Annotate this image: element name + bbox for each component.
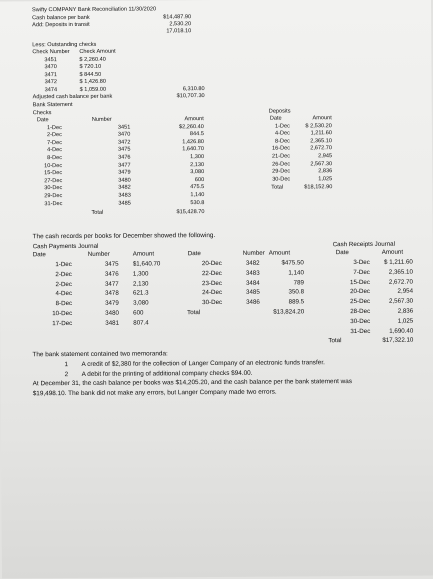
- outstanding-check-number: 3474: [44, 86, 58, 93]
- payment-date: 30-Dec: [202, 299, 223, 307]
- check-number: 3475: [118, 146, 131, 153]
- payment-amount: 1,300: [132, 270, 149, 278]
- check-date: 7-Dec: [47, 139, 62, 146]
- closing-line-2: $19,498.10. The bank did not make any errors, but Langer Company made two errors.: [32, 388, 277, 398]
- payment-amount: 600: [133, 309, 144, 317]
- receipt-date: 7-Dec: [353, 268, 370, 276]
- col-receipt-date: Date: [335, 249, 349, 257]
- receipts-total-label: Total: [328, 337, 342, 345]
- header-value: $14,487.90: [163, 13, 192, 20]
- receipt-amount: $ 1,211.60: [384, 258, 413, 266]
- deposit-date: 26-Dec: [272, 160, 291, 168]
- deposit-amount: 2,836: [318, 168, 333, 175]
- bank-statement-title: Bank Statement: [32, 102, 73, 109]
- col-payment-number: Number: [87, 250, 110, 258]
- deposit-amount: 2,567.30: [310, 160, 333, 167]
- payment-amount: $1,640.70: [132, 260, 161, 268]
- check-date: 1-Dec: [46, 124, 62, 131]
- receipt-amount: 2,954: [397, 288, 414, 296]
- check-amount: 600: [194, 176, 205, 183]
- deposits-total-value: $18,152.90: [304, 184, 333, 191]
- check-date: 27-Dec: [44, 177, 63, 184]
- check-number: 3479: [118, 169, 131, 176]
- col-date: Date: [36, 117, 49, 124]
- check-amount: 1,640.70: [182, 146, 205, 153]
- receipt-date: 31-Dec: [350, 327, 371, 335]
- outstanding-check-amount: $ 1,059.00: [79, 86, 107, 93]
- check-amount: 530.8: [190, 199, 205, 206]
- payment-number: 3480: [105, 309, 119, 317]
- receipt-date: 20-Dec: [350, 288, 371, 296]
- receipt-amount: 2,836: [397, 307, 414, 315]
- memo-number: 2: [64, 371, 69, 379]
- check-number: 3477: [118, 162, 131, 169]
- payment-number: 3475: [104, 260, 119, 268]
- col-deposit-date: Date: [269, 115, 282, 122]
- deposit-date: 16-Dec: [271, 145, 291, 152]
- check-number: 3451: [117, 124, 131, 131]
- memo-text: A credit of $2,380 for the collection of Langer Company of an electronic funds transfer.: [81, 359, 325, 368]
- outstanding-total: 6,310.80: [182, 86, 205, 93]
- col-amount: Amount: [184, 116, 204, 123]
- outstanding-check-number: 3471: [44, 71, 57, 78]
- payment-date: 24-Dec: [202, 289, 223, 297]
- deposit-amount: 1,025: [318, 175, 333, 182]
- payment-number: 3476: [104, 270, 119, 278]
- header-label: Add: Deposits in transit: [32, 21, 90, 28]
- col-deposit-amount: Amount: [312, 115, 332, 122]
- payment-date: 4-Dec: [55, 290, 73, 298]
- outstanding-check-number: 3470: [44, 64, 57, 71]
- receipt-amount: 2,365.10: [388, 268, 413, 276]
- receipt-date: 3-Dec: [353, 258, 370, 267]
- outstanding-check-amount: $ 844.50: [79, 71, 102, 78]
- payment-amount: 3,080: [133, 299, 149, 307]
- checks-title: Checks: [32, 110, 52, 117]
- payment-amount: $475.50: [281, 259, 304, 267]
- memo-text: A debit for the printing of additional company checks $94.00.: [81, 369, 253, 378]
- payment-number: 3481: [105, 319, 120, 327]
- deposit-date: 1-Dec: [274, 122, 290, 130]
- deposit-amount: 2,672.70: [310, 145, 333, 152]
- check-amount: 2,130: [190, 161, 205, 168]
- check-number: 3472: [117, 139, 131, 146]
- payment-number: 3485: [246, 289, 260, 297]
- deposit-amount: 1,211.60: [310, 130, 332, 137]
- col-payment-date: Date: [32, 251, 46, 259]
- check-amount: 475.5: [190, 184, 205, 191]
- col-number: Number: [91, 116, 112, 123]
- outstanding-check-amount: $ 1,426.80: [79, 78, 107, 85]
- deposit-amount: 2,365.10: [310, 137, 332, 145]
- check-number: 3470: [117, 131, 131, 138]
- payment-date: 1-Dec: [55, 261, 72, 269]
- checks-total-value: $15,428.70: [176, 209, 205, 216]
- check-number: 3485: [118, 200, 131, 207]
- deposit-date: 4-Dec: [274, 130, 290, 137]
- check-date: 8-Dec: [47, 154, 63, 162]
- check-date: 15-Dec: [44, 170, 63, 177]
- col-payment-number-2: Number: [242, 249, 265, 257]
- payment-date: 20-Dec: [201, 259, 222, 268]
- outstanding-check-amount: $ 2,260.40: [79, 56, 106, 63]
- payment-amount: 2,130: [132, 280, 149, 288]
- check-amount: 3,080: [190, 169, 205, 176]
- receipt-amount: 1,025: [397, 317, 414, 325]
- receipt-amount: 2,567.30: [388, 297, 414, 305]
- col-payment-amount: Amount: [132, 250, 155, 258]
- check-date: 30-Dec: [44, 185, 63, 192]
- check-amount: $2,260.40: [178, 123, 204, 130]
- header-value: 17,018.10: [166, 28, 192, 35]
- receipts-total-value: $17,322.10: [382, 336, 414, 344]
- outstanding-title: Less: Outstanding checks: [32, 41, 97, 49]
- payment-date: 22-Dec: [201, 269, 222, 277]
- payments-total-label: Total: [187, 309, 201, 317]
- cash-records-intro: The cash records per books for December showed the following.: [32, 232, 216, 241]
- payment-number: 3484: [245, 279, 260, 287]
- receipt-date: 30-Dec: [350, 317, 371, 325]
- payment-date: 8-Dec: [55, 300, 73, 308]
- payment-number: 3477: [104, 280, 119, 288]
- check-amount: 1,300: [190, 153, 205, 161]
- payment-amount: 889.5: [288, 298, 305, 306]
- deposits-total-label: Total: [271, 184, 284, 191]
- col-receipt-amount: Amount: [381, 248, 404, 256]
- header-label: Cash balance per bank: [32, 14, 90, 21]
- receipt-date: 15-Dec: [349, 278, 370, 286]
- outstanding-check-number: 3451: [44, 56, 57, 63]
- outstanding-check-number: 3472: [44, 79, 58, 86]
- deposit-date: 30-Dec: [272, 176, 291, 183]
- deposit-date: 21-Dec: [272, 153, 291, 160]
- payment-date: 2-Dec: [55, 270, 72, 278]
- payment-number: 3486: [246, 298, 260, 306]
- adjusted-label: Adjusted cash balance per bank: [32, 93, 113, 101]
- deposit-date: 8-Dec: [275, 138, 290, 145]
- check-amount: 1,426.80: [182, 138, 204, 145]
- col-check-amount: Check Amount: [79, 48, 116, 55]
- payment-number: 3482: [245, 259, 260, 267]
- payment-number: 3479: [105, 299, 119, 307]
- memoranda-intro: The bank statement contained two memoranda:: [32, 350, 168, 359]
- memo-number: 1: [64, 361, 69, 369]
- payments-total-value: $13,824.20: [273, 308, 305, 316]
- receipt-amount: 1,690.40: [389, 327, 414, 335]
- check-number: 3480: [118, 177, 131, 184]
- check-number: 3476: [118, 154, 131, 161]
- receipt-date: 25-Dec: [350, 298, 371, 306]
- payment-amount: 807.4: [133, 319, 149, 327]
- payment-amount: 621.3: [133, 289, 149, 297]
- col-check-number: Check Number: [32, 49, 70, 56]
- adjusted-value: $10,707.30: [176, 93, 205, 100]
- checks-total-label: Total: [91, 209, 104, 216]
- payment-amount: 1,140: [288, 269, 304, 277]
- deposit-amount: $ 2,530.20: [305, 122, 332, 129]
- check-date: 4-Dec: [47, 147, 63, 154]
- check-date: 31-Dec: [44, 200, 63, 207]
- payment-amount: 350.8: [288, 288, 305, 296]
- payment-number: 3483: [245, 269, 260, 277]
- receipt-amount: 2,672.70: [388, 278, 413, 286]
- header-value: 2,530.20: [169, 20, 192, 27]
- closing-line-1: At December 31, the cash balance per books was $14,205.20, and the cash balance per the bank statement was: [32, 378, 353, 388]
- payment-date: 17-Dec: [52, 319, 73, 327]
- check-number: 3482: [118, 184, 131, 191]
- deposits-title: Deposits: [268, 108, 291, 115]
- payment-date: 10-Dec: [52, 310, 73, 318]
- check-amount: 1,140: [190, 191, 205, 199]
- payment-amount: 789: [293, 278, 304, 287]
- deposit-date: 29-Dec: [272, 168, 291, 175]
- payment-date: 23-Dec: [201, 279, 222, 287]
- deposit-amount: 2,945: [318, 153, 333, 160]
- reconciliation-title: Swifty COMPANY Bank Reconciliation 11/30/2020: [32, 6, 157, 14]
- col-payment-amount-2: Amount: [268, 249, 291, 257]
- check-date: 29-Dec: [44, 192, 63, 200]
- payments-title: Cash Payments Journal: [32, 242, 99, 251]
- receipts-title: Cash Receipts Journal: [332, 240, 395, 249]
- receipt-date: 28-Dec: [350, 307, 371, 316]
- col-payment-date-2: Date: [187, 250, 201, 258]
- check-number: 3483: [118, 192, 131, 199]
- check-amount: 844.5: [189, 131, 204, 138]
- check-date: 2-Dec: [46, 132, 62, 139]
- payment-number: 3478: [105, 290, 119, 298]
- check-date: 10-Dec: [44, 162, 63, 169]
- outstanding-check-amount: $ 720.10: [79, 63, 102, 70]
- payment-date: 2-Dec: [55, 280, 72, 288]
